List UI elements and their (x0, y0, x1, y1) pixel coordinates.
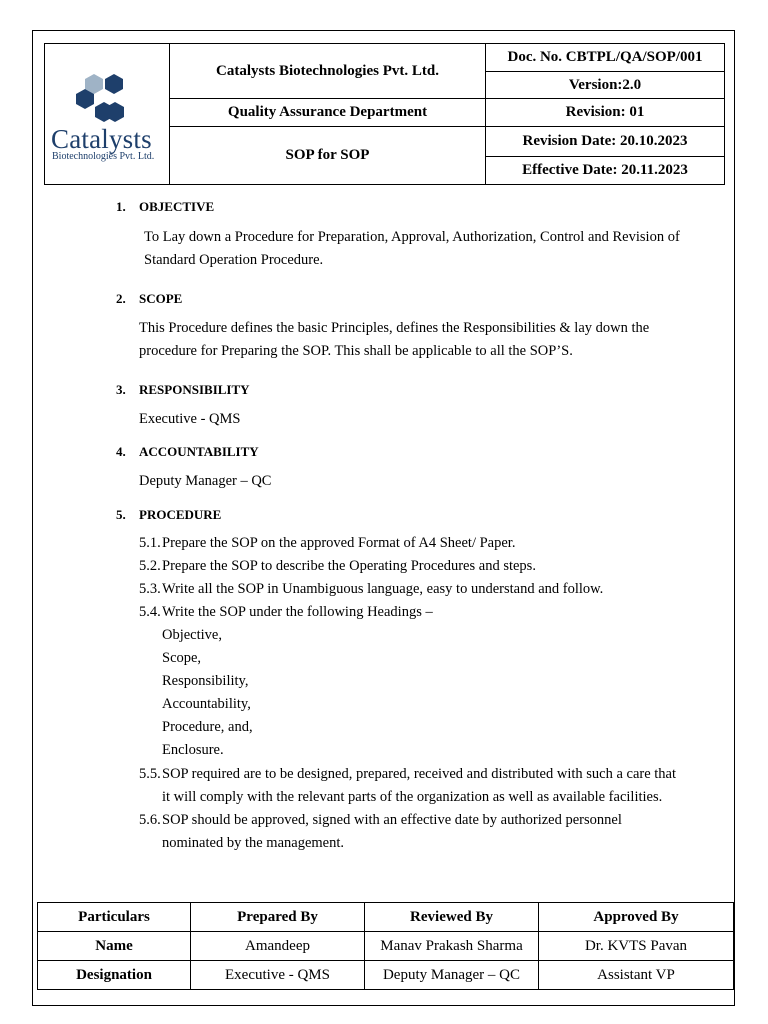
section-heading-responsibility (116, 382, 250, 398)
procedure-step (139, 809, 679, 855)
heading-list-item: Objective, (162, 627, 222, 643)
heading-list-item: Enclosure. (162, 742, 224, 758)
hexagon-cluster-icon (45, 44, 169, 124)
step-text: SOP required are to be designed, prepared, received and distributed with such a care that (162, 766, 677, 782)
objective-text (144, 226, 680, 272)
row-label: Name (38, 932, 191, 961)
section-heading-procedure (116, 507, 221, 523)
revision: Revision: 01 (486, 99, 725, 127)
doc-title: SOP for SOP (170, 127, 486, 185)
procedure-step (139, 578, 679, 601)
procedure-step (139, 532, 679, 555)
section-heading-scope (116, 291, 182, 307)
table-cell: Manav Prakash Sharma (365, 932, 539, 961)
table-header: Prepared By (191, 903, 365, 932)
row-label: Designation (38, 961, 191, 990)
signoff-designation-row (38, 961, 734, 990)
logo-cell (45, 44, 170, 185)
table-header: Reviewed By (365, 903, 539, 932)
procedure-step (139, 601, 679, 624)
section-number: 2. (116, 291, 126, 306)
table-cell: Amandeep (191, 932, 365, 961)
accountability-text: Deputy Manager – QC (139, 473, 272, 489)
step-number: 5.2. (139, 558, 161, 574)
step-text: Write the SOP under the following Headings – (162, 604, 433, 620)
section-title: ACCOUNTABILITY (139, 444, 259, 459)
version: Version:2.0 (486, 72, 725, 99)
responsibility-text: Executive - QMS (139, 411, 241, 427)
doc-number: Doc. No. CBTPL/QA/SOP/001 (486, 44, 725, 72)
step-text: Prepare the SOP to describe the Operating Procedures and steps. (162, 558, 536, 574)
step-text: SOP should be approved, signed with an effective date by authorized personnel (162, 812, 622, 828)
logo-subtitle: Biotechnologies Pvt. Ltd. (52, 151, 155, 162)
company-name: Catalysts Biotechnologies Pvt. Ltd. (170, 44, 486, 99)
step-number: 5.6. (139, 812, 161, 828)
section-title: SCOPE (139, 291, 183, 306)
scope-line: procedure for Preparing the SOP. This shall be applicable to all the SOP’S. (139, 343, 573, 359)
heading-list-item: Scope, (162, 650, 202, 666)
step-text-continued: nominated by the management. (162, 835, 345, 851)
table-cell: Dr. KVTS Pavan (539, 932, 734, 961)
signoff-name-row (38, 932, 734, 961)
section-number: 5. (116, 507, 126, 522)
section-heading-objective (116, 199, 214, 215)
step-number: 5.1. (139, 535, 161, 551)
step-number: 5.3. (139, 581, 161, 597)
revision-date: Revision Date: 20.10.2023 (486, 127, 725, 157)
department-name: Quality Assurance Department (170, 99, 486, 127)
scope-line: This Procedure defines the basic Principles, defines the Responsibilities & lay down the (139, 320, 650, 336)
step-text: Prepare the SOP on the approved Format of A4 Sheet/ Paper. (162, 535, 516, 551)
section-title: OBJECTIVE (139, 199, 215, 214)
section-number: 3. (116, 382, 126, 397)
procedure-step (139, 763, 679, 809)
table-header: Approved By (539, 903, 734, 932)
table-header: Particulars (38, 903, 191, 932)
table-cell: Deputy Manager – QC (365, 961, 539, 990)
procedure-step (139, 555, 679, 578)
document-header-table (44, 43, 725, 185)
step-text-continued: it will comply with the relevant parts of the organization as well as available facilities. (162, 789, 663, 805)
heading-list-item: Accountability, (162, 696, 251, 712)
heading-list-item: Responsibility, (162, 673, 249, 689)
section-title: PROCEDURE (139, 507, 222, 522)
company-logo (45, 44, 169, 184)
objective-line: Standard Operation Procedure. (144, 252, 324, 268)
step-number: 5.5. (139, 766, 161, 782)
table-cell: Assistant VP (539, 961, 734, 990)
scope-text (139, 317, 649, 363)
section-title: RESPONSIBILITY (139, 382, 250, 397)
signoff-header-row (38, 903, 734, 932)
signoff-table (37, 902, 734, 990)
effective-date: Effective Date: 20.11.2023 (486, 157, 725, 185)
step-number: 5.4. (139, 604, 161, 620)
section-number: 4. (116, 444, 126, 459)
objective-line: To Lay down a Procedure for Preparation, Approval, Authorization, Control and Revision of (144, 229, 680, 245)
section-heading-accountability (116, 444, 259, 460)
table-cell: Executive - QMS (191, 961, 365, 990)
logo-wordmark: Catalysts (51, 124, 152, 154)
section-number: 1. (116, 199, 126, 214)
step-text: Write all the SOP in Unambiguous language, easy to understand and follow. (162, 581, 604, 597)
heading-list-item: Procedure, and, (162, 719, 253, 735)
